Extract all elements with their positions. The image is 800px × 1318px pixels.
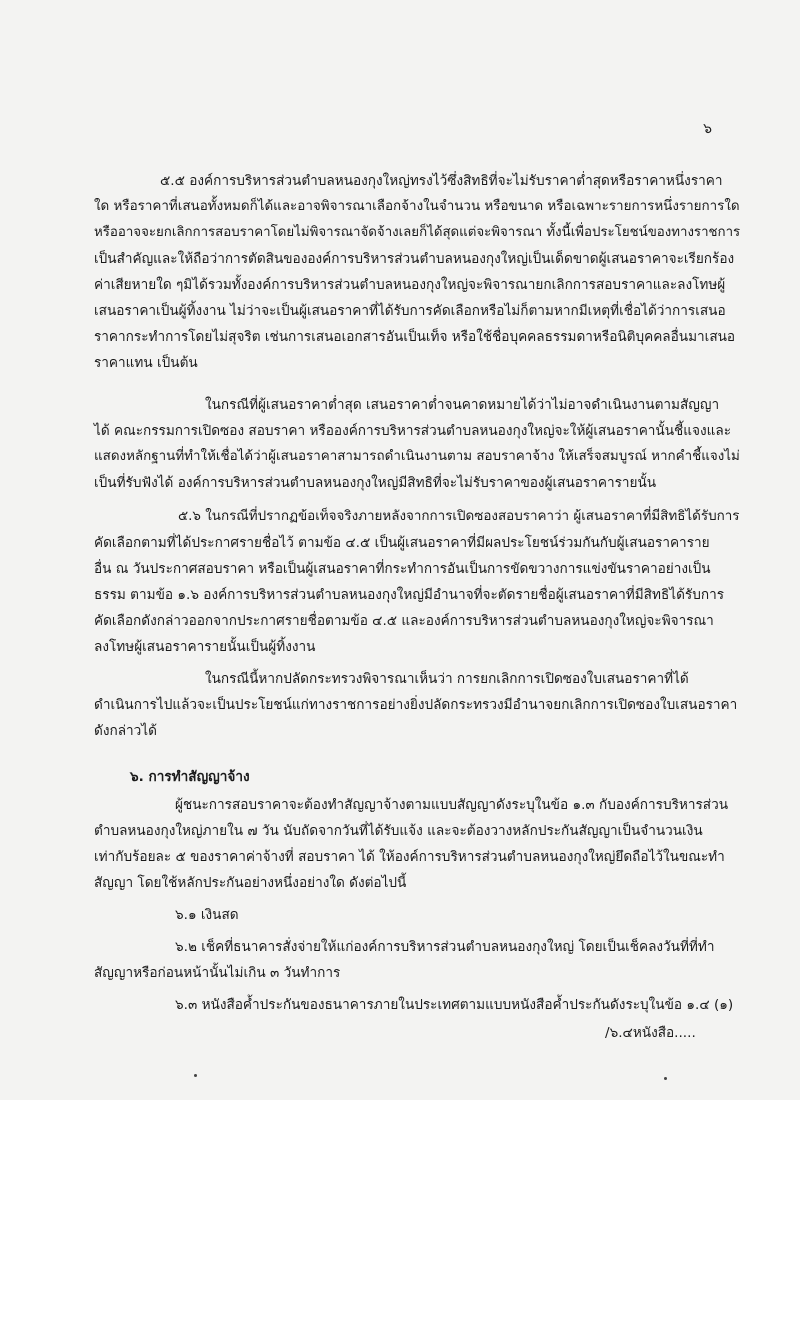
clause-5-5-b-line: ได้ คณะกรรมการเปิดซอง สอบราคา หรือองค์การบริหารส่วนตำบลหนองกุงใหญ่จะให้ผู้เสนอราคานั้นชี้แจงและ xyxy=(94,423,731,439)
section-6-body-line: ตำบลหนองกุงใหญ่ภายใน ๗ วัน นับถัดจากวันที่ได้รับแจ้ง และจะต้องวางหลักประกันสัญญาเป็นจำนวนเงิน xyxy=(94,823,703,839)
clause-5-5-line: หรืออาจจะยกเลิกการสอบราคาโดยไม่พิจารณาจัดจ้างเลยก็ได้สุดแต่จะพิจารณา ทั้งนี้เพื่อประโยชน์ของทางราชการ xyxy=(94,225,741,240)
clause-5-5-line: ค่าเสียหายใด ๆมิได้รวมทั้งองค์การบริหารส่วนตำบลหนองกุงใหญ่จะพิจารณายกเลิกการสอบราคาและลงโทษผู้ xyxy=(94,277,726,293)
section-6-heading: ๖. การทำสัญญาจ้าง xyxy=(130,769,250,785)
clause-5-6-line: ธรรม ตามข้อ ๑.๖ องค์การบริหารส่วนตำบลหนองกุงใหญ่มีอำนาจที่จะตัดรายชื่อผู้เสนอราคาที่มีสิทธิได้รับการ xyxy=(94,587,724,603)
item-6-2-line: ๖.๒ เช็คที่ธนาคารสั่งจ่ายให้แก่องค์การบริหารส่วนตำบลหนองกุงใหญ่ โดยเป็นเช็คลงวันที่ที่ทำ xyxy=(175,939,715,955)
clause-5-6-line: คัดเลือกตามที่ได้ประกาศรายชื่อไว้ ตามข้อ ๔.๕ เป็นผู้เสนอราคาที่มีผลประโยชน์ร่วมกันกับผู้เสนอราคาราย xyxy=(94,535,710,551)
clause-5-5-b-line: ในกรณีที่ผู้เสนอราคาต่ำสุด เสนอราคาต่ำจนคาดหมายได้ว่าไม่อาจดำเนินงานตามสัญญา xyxy=(205,397,720,413)
clause-5-6-line: ๕.๖ ในกรณีที่ปรากฏข้อเท็จจริงภายหลังจากการเปิดซองสอบราคาว่า ผู้เสนอราคาที่มีสิทธิได้รับการ xyxy=(178,509,740,524)
clause-5-5-line: เป็นสำคัญและให้ถือว่าการตัดสินขององค์การบริหารส่วนตำบลหนองกุงใหญ่เป็นเด็ดขาดผู้เสนอราคาจะเรียกร้อง xyxy=(94,251,735,267)
section-6-body-line: สัญญา โดยใช้หลักประกันอย่างหนึ่งอย่างใด ดังต่อไปนี้ xyxy=(94,875,407,891)
clause-5-6-b-line: ดำเนินการไปแล้วจะเป็นประโยชน์แก่ทางราชการอย่างยิ่งปลัดกระทรวงมีอำนาจยกเลิกการเปิดซองใบเสนอราคา xyxy=(94,697,738,713)
clause-5-5-line: เสนอราคาเป็นผู้ทิ้งงาน ไม่ว่าจะเป็นผู้เสนอราคาที่ได้รับการคัดเลือกหรือไม่ก็ตามหากมีเหตุที่เชื่อได้ว่าการเสนอ xyxy=(94,303,726,319)
clause-5-5-b-line: เป็นที่รับฟังได้ องค์การบริหารส่วนตำบลหนองกุงใหญ่มีสิทธิที่จะไม่รับราคาของผู้เสนอราคารายนั้น xyxy=(94,475,657,491)
clause-5-5-b-line: แสดงหลักฐานที่ทำให้เชื่อได้ว่าผู้เสนอราคาสามารถดำเนินงานตาม สอบราคาจ้าง ให้เสร็จสมบูรณ์ หากคำชี้แจงไม่ xyxy=(94,449,740,464)
clause-5-5-line: ใด หรือราคาที่เสนอทั้งหมดก็ได้และอาจพิจารณาเลือกจ้างในจำนวน หรือขนาด หรือเฉพาะรายการหนึ่งรายการใด xyxy=(94,199,740,214)
clause-5-6-line: ลงโทษผู้เสนอราคารายนั้นเป็นผู้ทิ้งงาน xyxy=(94,639,316,655)
item-6-1: ๖.๑ เงินสด xyxy=(175,907,239,923)
clause-5-5-line: ราคาแทน เป็นต้น xyxy=(94,355,198,371)
item-6-2-line: สัญญาหรือก่อนหน้านั้นไม่เกิน ๓ วันทำการ xyxy=(94,965,341,981)
clause-5-5-line: ราคากระทำการโดยไม่สุจริต เช่นการเสนอเอกสารอันเป็นเท็จ หรือใช้ชื่อบุคคลธรรมดาหรือนิติบุคคลอื่นมาเสนอ xyxy=(94,329,736,345)
continuation-marker: /๖.๔หนังสือ..... xyxy=(605,1025,696,1041)
scan-speck xyxy=(664,1077,667,1080)
clause-5-6-line: อื่น ณ วันประกาศสอบราคา หรือเป็นผู้เสนอราคาที่กระทำการอันเป็นการขัดขวางการแข่งขันราคาอย่างเป็น xyxy=(94,561,711,577)
clause-5-6-b-line: ในกรณีนี้หากปลัดกระทรวงพิจารณาเห็นว่า การยกเลิกการเปิดซองใบเสนอราคาที่ได้ xyxy=(205,671,689,687)
section-6-body-line: ผู้ชนะการสอบราคาจะต้องทำสัญญาจ้างตามแบบสัญญาดังระบุในข้อ ๑.๓ กับองค์การบริหารส่วน xyxy=(175,797,728,813)
section-6-body-line: เท่ากับร้อยละ ๕ ของราคาค่าจ้างที่ สอบราคา ได้ ให้องค์การบริหารส่วนตำบลหนองกุงใหญ่ยึดถือไว้ในขณะทำ xyxy=(94,849,725,865)
clause-5-6-line: คัดเลือกดังกล่าวออกจากประกาศรายชื่อตามข้อ ๔.๕ และองค์การบริหารส่วนตำบลหนองกุงใหญ่จะพิจารณา xyxy=(94,613,714,629)
clause-5-5-line: ๕.๕ องค์การบริหารส่วนตำบลหนองกุงใหญ่ทรงไว้ซึ่งสิทธิที่จะไม่รับราคาต่ำสุดหรือราคาหนึ่งราคา xyxy=(160,173,723,189)
item-6-3: ๖.๓ หนังสือค้ำประกันของธนาคารภายในประเทศตามแบบหนังสือค้ำประกันดังระบุในข้อ ๑.๔ (๑) xyxy=(175,997,734,1013)
page-number: ๖ xyxy=(703,121,712,137)
scan-speck xyxy=(194,1074,197,1077)
clause-5-6-b-line: ดังกล่าวได้ xyxy=(94,723,157,739)
